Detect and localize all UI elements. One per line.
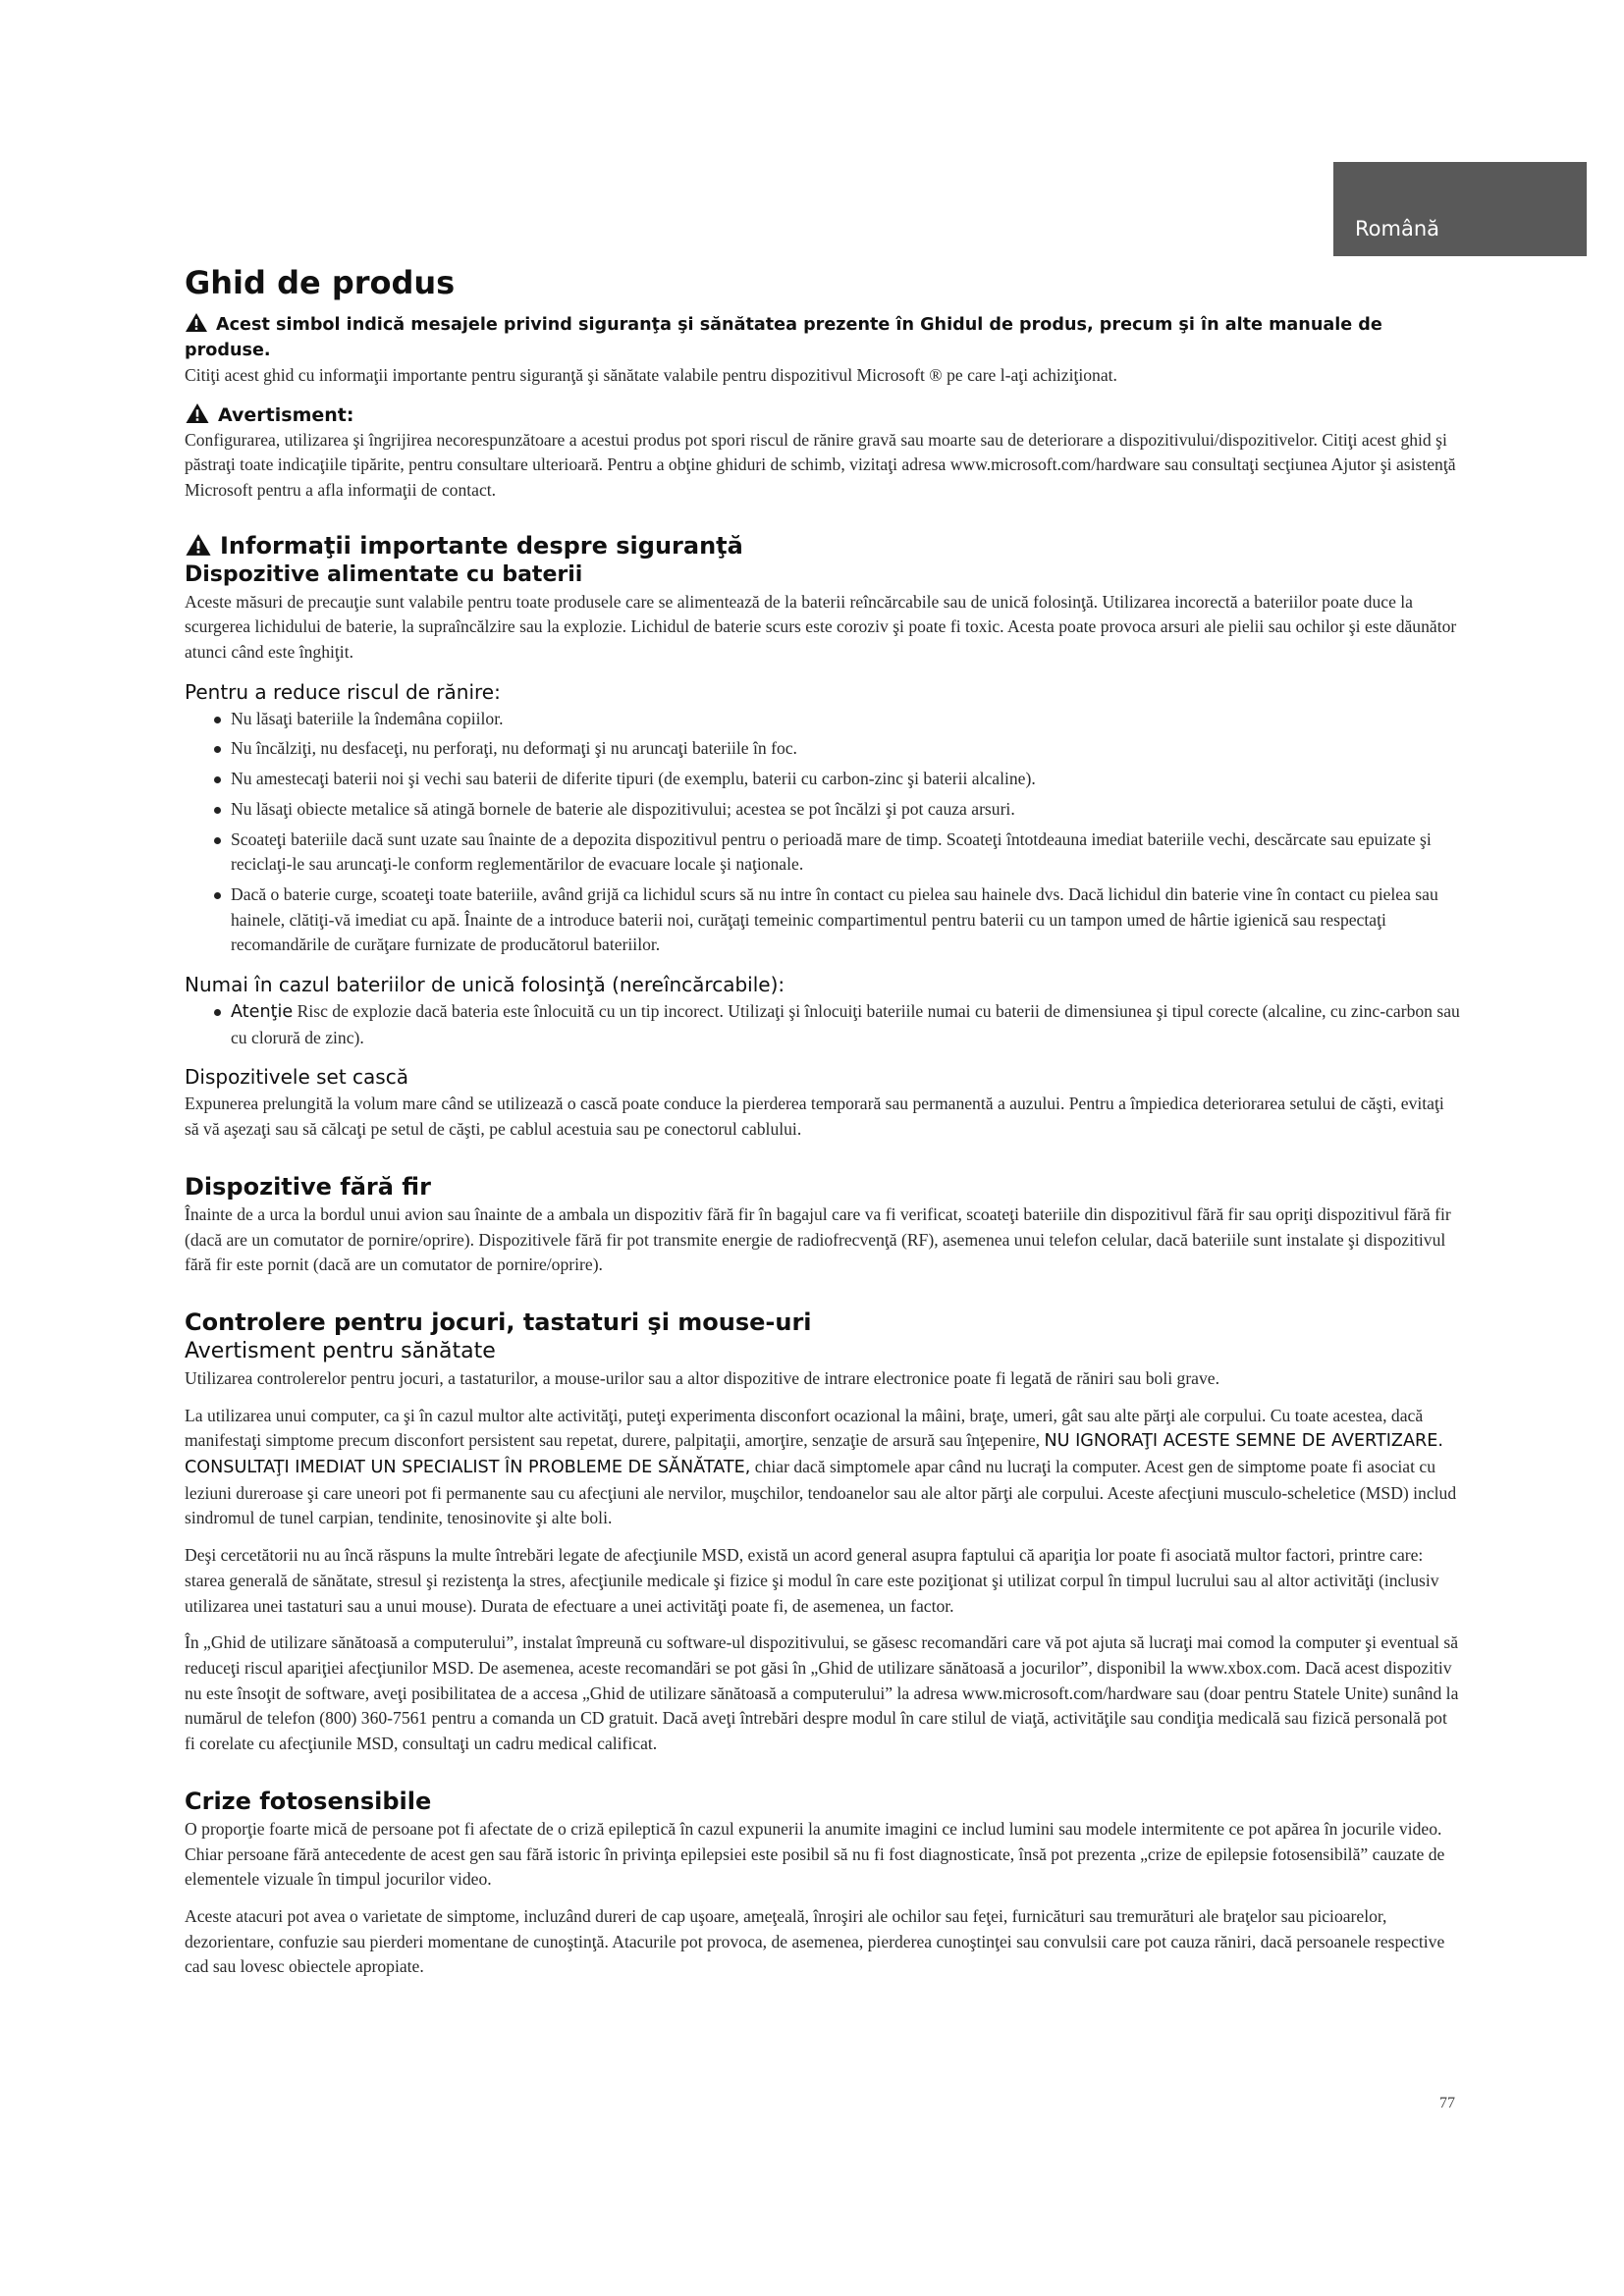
health-paragraph-4: În „Ghid de utilizare sănătoasă a computerului”, instalat împreună cu software-ul dispozitivului, se găsesc recomandări care vă pot ajuta să lucraţi mai comod la computer şi eventual să reduceţi riscul apariţiei afecţiunilor MSD. De asemenea, aceste recomandări se pot găsi în „Ghid de utilizare sănătoasă a jocurilor”, disponibil la www.xbox.com. Dacă acest dispozitiv nu este însoţit de software, aveţi posibilitatea de a accesa „Ghid de utilizare sănătoasă a computerului” la adresa www.microsoft.com/hardware sau (doar pentru Statele Unite) sunând la numărul de telefon (800) 360-7561 pentru a comanda un CD gratuit. Dacă aveţi întrebări despre modul în care stilul de viaţă, activităţile sau condiţia medicală sau fizică personală pot fi corelate cu afecţiunile MSD, consultaţi un cadru medical calificat.: [185, 1632, 1459, 1754]
intro-text: Citiţi acest ghid cu informaţii importante pentru siguranţă şi sănătate valabile pentru dispozitivul Microsoft ® pe care l-aţi achiziţionat.: [185, 365, 1117, 385]
reduce-risk-list: [185, 707, 1461, 958]
reduce-risk-heading: Pentru a reduce riscul de rănire:: [185, 679, 501, 704]
safety-heading: [185, 531, 1461, 561]
warning-icon: [185, 312, 208, 333]
document-body: [185, 263, 1461, 1980]
photosensitive-heading: Crize fotosensibile: [185, 1787, 432, 1815]
warning-title: Avertisment:: [218, 403, 354, 426]
controllers-heading: Controlere pentru jocuri, tastaturi şi mouse-uri: [185, 1308, 812, 1337]
health-p2-caps: NU IGNORAŢI ACESTE SEMNE DE AVERTIZARE. CONSULTAŢI IMEDIAT UN SPECIALIST ÎN PROBLEME DE SĂNĂTATE,: [185, 1431, 1443, 1478]
language-tab: [1333, 162, 1587, 256]
list-item: Nu amestecaţi baterii noi şi vechi sau baterii de diferite tipuri (de exemplu, baterii cu carbon-zinc şi baterii alcaline).: [185, 767, 1461, 792]
warning-heading: [185, 402, 1461, 428]
battery-text: Aceste măsuri de precauţie sunt valabile pentru toate produsele care se alimentează de la baterii reîncărcabile sau de unică folosinţă. Utilizarea incorectă a bateriilor poate duce la scurgerea lichidului de baterie, la supraîncălzire sau la explozie. Lichidul de baterie scurs este coroziv şi poate fi toxic. Acesta poate provoca arsuri ale pielii sau ochilor şi este dăunător atunci când este înghiţit.: [185, 591, 1457, 662]
list-item: [185, 999, 1461, 1050]
intro-bold-text: Acest simbol indică mesajele privind siguranţa şi sănătatea prezente în Ghidul de produs, precum şi în alte manuale de produse.: [185, 315, 1382, 360]
caution-text: Risc de explozie dacă bateria este înlocuită cu un tip incorect. Utilizaţi şi înlocuiţi bateriile numai cu baterii de dimensiunea şi tipul corecte (alcaline, cu zinc-carbon sau cu clorură de zinc).: [231, 1001, 1460, 1047]
caution-label: Atenţie: [231, 1002, 294, 1023]
warning-text: Configurarea, utilizarea şi îngrijirea necorespunzătoare a acestui produs pot spori riscul de rănire gravă sau moarte sau de deteriorare a dispozitivului/dispozitivelor. Citiţi acest ghid şi păstraţi toate indicaţiile tipărite, pentru consultare ulterioară. Pentru a obţine ghiduri de schimb, vizitaţi adresa www.microsoft.com/hardware sau consultaţi secţiunea Ajutor şi asistenţă Microsoft pentru a afla informaţii de contact.: [185, 429, 1456, 501]
list-item: Scoateţi bateriile dacă sunt uzate sau înainte de a depozita dispozitivul pentru o perioadă mare de timp. Scoateţi întotdeauna imediat bateriile vechi, descărcate sau epuizate şi reciclaţi-le sau aruncaţi-le conform reglementărilor de evacuare locale şi naţionale.: [185, 828, 1461, 878]
single-use-heading: Numai în cazul bateriilor de unică folosinţă (nereîncărcabile):: [185, 973, 785, 997]
language-label: Română: [1355, 217, 1439, 240]
single-use-list: [185, 999, 1461, 1050]
list-item: Nu lăsaţi bateriile la îndemâna copiilor.: [185, 707, 1461, 732]
intro-safety-note: [185, 312, 1461, 363]
headset-heading: Dispozitivele set cască: [185, 1065, 408, 1090]
warning-icon: [185, 402, 210, 424]
page-number: 77: [1439, 2095, 1455, 2111]
health-p2-end: chiar dacă simptomele apar când nu lucraţi la computer. Acest gen de simptome poate fi asociat cu leziuni dureroase şi care uneori pot fi permanente sau cu afecţiuni ale nervilor, muşchilor, tendoanelor sau ale altor părţi ale corpului. Aceste afecţiuni musculo-scheletice (MSD) includ sindromul de tunel carpian, tendinite, tenosinovite şi alte boli.: [185, 1457, 1457, 1528]
headset-text: Expunerea prelungită la volum mare când se utilizează o cască poate conduce la pierderea temporară sau permanentă a auzului. Pentru a împiedica deteriorarea setului de căşti, evitaţi să vă aşezaţi sau să călcaţi pe setul de căşti, pe cablul acestuia sau pe conectorul cablului.: [185, 1094, 1444, 1140]
battery-heading: Dispozitive alimentate cu baterii: [185, 562, 583, 587]
wireless-heading: Dispozitive fără fir: [185, 1172, 431, 1201]
health-paragraph-1: Utilizarea controlerelor pentru jocuri, a tastaturilor, a mouse-urilor sau a altor dispozitive de intrare electronice poate fi legată de răniri sau boli grave.: [185, 1367, 1219, 1388]
list-item: Dacă o baterie curge, scoateţi toate bateriile, având grijă ca lichidul scurs să nu intre în contact cu pielea sau hainele dvs. Dacă lichidul din baterie vine în contact cu pielea sau hainele, clătiţi-vă imediat cu apă. Înainte de a introduce baterii noi, curăţaţi temeinic compartimentul pentru baterii cu un tampon umed de hârtie igienică sau respectaţi recomandările de curăţare furnizate de producătorul bateriilor.: [185, 882, 1461, 958]
safety-title: Informaţii importante despre siguranţă: [220, 531, 743, 560]
health-p2-start: La utilizarea unui computer, ca şi în cazul multor alte activităţi, puteţi experimenta disconfort ocazional la mâini, braţe, umeri, gât sau alte părţi ale corpului. Cu toate acestea, dacă manifestaţi simptome precum disconfort persistent sau repetat, durere, palpitaţii, amorţire, senzaţie de arsură sau înţepenire,: [185, 1405, 1424, 1451]
health-paragraph-2: [185, 1404, 1461, 1532]
wireless-text: Înainte de a urca la bordul unui avion sau înainte de a ambala un dispozitiv fără fir în bagajul care va fi verificat, scoateţi bateriile din dispozitivul fără fir sau opriţi dispozitivul fără fir (dacă are un comutator de pornire/oprire). Dispozitivele fără fir pot transmite energie de radiofrecvenţă (RF), asemenea unui telefon celular, dacă bateriile sunt instalate şi dispozitivul fără fir este pornit (dacă are un comutator de pornire/oprire).: [185, 1204, 1451, 1275]
list-item: Nu lăsaţi obiecte metalice să atingă bornele de baterie ale dispozitivului; acestea se pot încălzi şi pot cauza arsuri.: [185, 797, 1461, 823]
page-title: Ghid de produs: [185, 264, 456, 301]
list-item: Nu încălziţi, nu desfaceţi, nu perforaţi, nu deformaţi şi nu aruncaţi bateriile în foc.: [185, 736, 1461, 762]
health-paragraph-3: Deşi cercetătorii nu au încă răspuns la multe întrebări legate de afecţiunile MSD, există un acord general asupra faptului că apariţia lor poate fi asociată multor factori, printre care: starea generală de sănătate, stresul şi rezistenţa la stres, afecţiunile medicale şi fizice şi modul în care este poziţionat şi utilizat corpul în timpul lucrului sau al altor activităţi (inclusiv utilizarea unei tastaturi sau a unui mouse). Durata de efectuare a unei activităţi poate fi, de asemenea, un factor.: [185, 1545, 1439, 1616]
photosensitive-paragraph-1: O proporţie foarte mică de persoane pot fi afectate de o criză epileptică în cazul expunerii la anumite imagini ce includ lumini sau modele intermitente ce pot apărea în jocurile video. Chiar persoane fără antecedente de acest gen sau fără istoric în privinţa epilepsiei este posibil să nu fi fost diagnosticate, însă pot prezenta „crize de epilepsie fotosensibilă” cauzate de elementele vizuale în timpul jocurilor video.: [185, 1818, 1445, 1890]
warning-icon: [185, 533, 212, 557]
photosensitive-paragraph-2: Aceste atacuri pot avea o varietate de simptome, incluzând dureri de cap uşoare, ameţeală, înroşiri ale ochilor sau feţei, furnicături sau tremurături ale braţelor sau picioarelor, dezorientare, confuzie sau pierderi momentane de cunoştinţă. Atacurile pot provoca, de asemenea, pierderea cunoştinţei sau convulsii care pot cauza răniri, dacă persoanele respective cad sau lovesc obiectele apropiate.: [185, 1906, 1445, 1977]
health-heading: Avertisment pentru sănătate: [185, 1339, 496, 1364]
